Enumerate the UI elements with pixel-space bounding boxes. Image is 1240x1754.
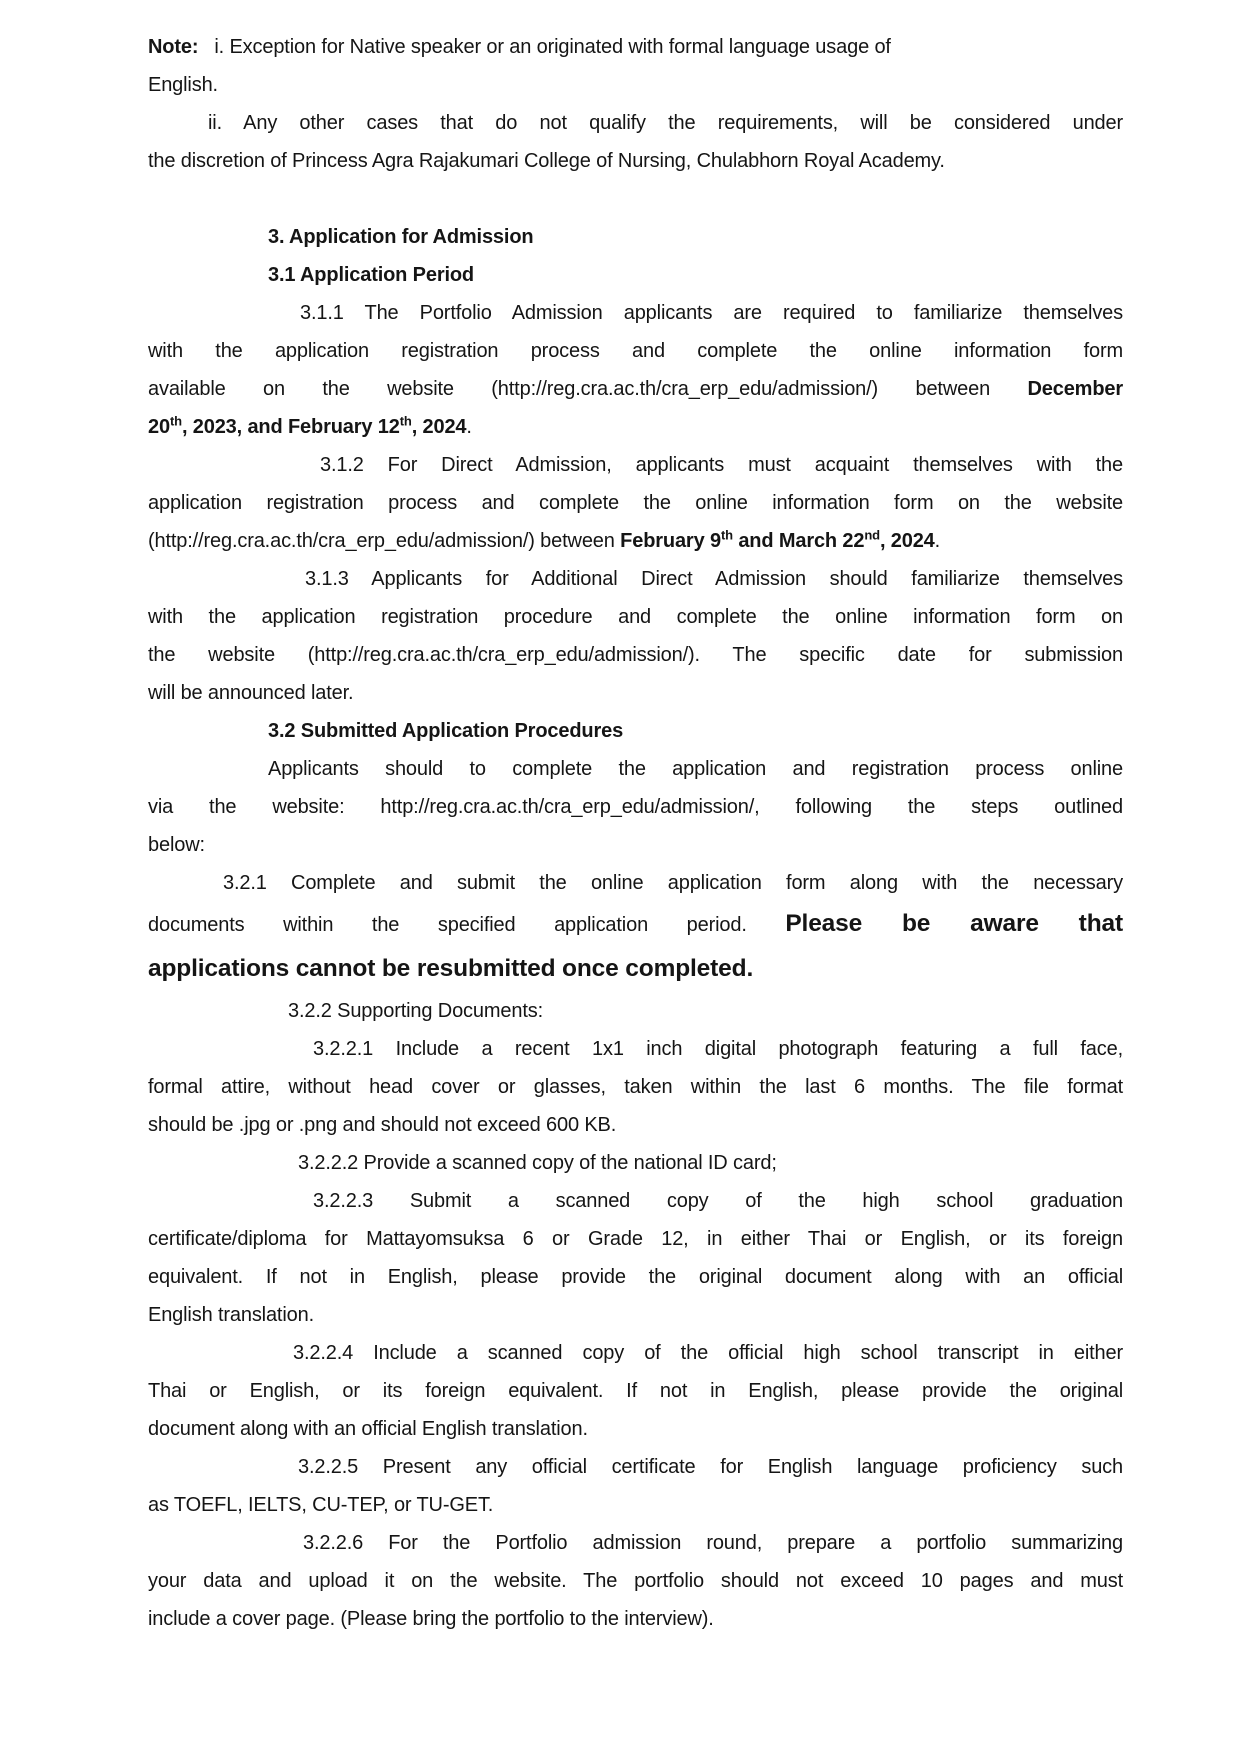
text-line bbox=[148, 218, 1123, 256]
text-line bbox=[148, 1182, 1123, 1220]
text-line bbox=[148, 947, 1123, 992]
paragraph-3-2-2-2 bbox=[148, 1144, 1123, 1182]
text-run: ; bbox=[771, 1152, 777, 1174]
text-run: (http://reg.cra.ac.th/cra_erp_edu/admission/) between bbox=[148, 530, 621, 552]
paragraph-3-2-2-4 bbox=[148, 1334, 1123, 1448]
text-run: via the website: http://reg.cra.ac.th/cra_erp_edu/admission/, following the steps outlined bbox=[148, 796, 1123, 818]
text-run: ii. Any other cases that do not qualify the requirements, will be considered under bbox=[208, 112, 1123, 134]
text-run: Thai or English, or its foreign equivalent. If not in English, please provide the original bbox=[148, 1380, 1123, 1402]
text-line bbox=[148, 1448, 1123, 1486]
paragraph-3-2-2-5 bbox=[148, 1448, 1123, 1524]
text-run: the website (http://reg.cra.ac.th/cra_erp_edu/admission/). The specific date for submission bbox=[148, 644, 1123, 666]
text-run: document along with an official English translation. bbox=[148, 1418, 588, 1440]
text-run: 3.2.2.3 Submit a scanned copy of the high school graduation bbox=[313, 1190, 1123, 1212]
text-line bbox=[148, 256, 1123, 294]
text-run: th bbox=[399, 413, 412, 429]
text-run: 3.2.1 Complete and submit the online application form along with the necessary bbox=[223, 872, 1123, 894]
text-run: as TOEFL, IELTS, CU-TEP, or TU-GET. bbox=[148, 1494, 494, 1516]
text-line bbox=[148, 446, 1123, 484]
text-run: , 2023, and February 12 bbox=[181, 416, 400, 438]
text-run: 3.2.2.2 Provide a scanned copy of the national ID card bbox=[298, 1152, 772, 1174]
heading-3-1-application-period bbox=[148, 256, 1123, 294]
text-line bbox=[148, 1562, 1123, 1600]
text-run: certificate/diploma for Mattayomsuksa 6 or Grade 12, in either Thai or English, or its foreign bbox=[148, 1228, 1123, 1250]
text-line bbox=[148, 1600, 1123, 1638]
text-line bbox=[148, 1372, 1123, 1410]
text-run: 3.1.3 Applicants for Additional Direct Admission should familiarize themselves bbox=[305, 568, 1123, 590]
text-run: available on the website (http://reg.cra.ac.th/cra_erp_edu/admission/) between bbox=[148, 378, 1028, 400]
text-run: 3.2 Submitted Application Procedures bbox=[268, 720, 624, 742]
text-line bbox=[148, 864, 1123, 902]
text-run: your data and upload it on the website. The portfolio should not exceed 10 pages and must bbox=[148, 1570, 1123, 1592]
text-run: nd bbox=[864, 527, 880, 543]
text-run: documents within the specified application period. bbox=[148, 914, 786, 936]
paragraph-3-2-2-3 bbox=[148, 1182, 1123, 1334]
text-run: the discretion of Princess Agra Rajakumari College of Nursing, Chulabhorn Royal Academy. bbox=[148, 150, 945, 172]
text-run: . bbox=[466, 416, 472, 438]
text-run: 3. Application for Admission bbox=[268, 226, 534, 248]
text-line bbox=[148, 902, 1123, 947]
text-run: English translation. bbox=[148, 1304, 314, 1326]
text-run: 3.1.2 For Direct Admission, applicants must acquaint themselves with the bbox=[320, 454, 1123, 476]
text-line bbox=[148, 1144, 1123, 1182]
text-run: application registration process and complete the online information form on the website bbox=[148, 492, 1123, 514]
paragraph-3-1-2 bbox=[148, 446, 1123, 560]
text-run: Note: bbox=[148, 36, 199, 58]
text-run: below: bbox=[148, 834, 205, 856]
text-run: 3.2.2.6 For the Portfolio admission round, prepare a portfolio summarizing bbox=[303, 1532, 1123, 1554]
text-line bbox=[148, 1524, 1123, 1562]
paragraph-3-1-3 bbox=[148, 560, 1123, 712]
text-line bbox=[148, 332, 1123, 370]
text-run: February 9 bbox=[620, 530, 721, 552]
text-line bbox=[148, 712, 1123, 750]
text-line bbox=[148, 408, 1123, 446]
text-run: equivalent. If not in English, please provide the original document along with an official bbox=[148, 1266, 1123, 1288]
heading-3-2-submitted-application-procedures bbox=[148, 712, 1123, 750]
text-run: include a cover page. (Please bring the portfolio to the interview). bbox=[148, 1608, 714, 1630]
text-line bbox=[148, 370, 1123, 408]
text-run: will be announced later. bbox=[148, 682, 354, 704]
text-line bbox=[148, 294, 1123, 332]
note-paragraph-i bbox=[148, 28, 1123, 104]
paragraph-3-2-2 bbox=[148, 992, 1123, 1030]
text-run: 3.1 Application Period bbox=[268, 264, 474, 286]
text-line bbox=[148, 1486, 1123, 1524]
text-line bbox=[148, 1296, 1123, 1334]
paragraph-3-2-2-6 bbox=[148, 1524, 1123, 1638]
text-run: 3.1.1 The Portfolio Admission applicants are required to familiarize themselves bbox=[300, 302, 1123, 324]
text-line bbox=[148, 750, 1123, 788]
text-line bbox=[148, 1334, 1123, 1372]
text-line bbox=[148, 560, 1123, 598]
text-run: 20 bbox=[148, 416, 170, 438]
text-run: with the application registration procedure and complete the online information form on bbox=[148, 606, 1123, 628]
text-line bbox=[148, 992, 1123, 1030]
text-run: i. Exception for Native speaker or an originated with formal language usage of bbox=[214, 36, 891, 58]
text-run: with the application registration process and complete the online information form bbox=[148, 340, 1123, 362]
text-run: English. bbox=[148, 74, 218, 96]
text-run: and March 22 bbox=[732, 530, 865, 552]
text-run: December bbox=[1027, 378, 1123, 400]
text-run: , 2024 bbox=[411, 416, 467, 438]
text-line bbox=[148, 674, 1123, 712]
text-line bbox=[148, 1106, 1123, 1144]
text-run: . bbox=[934, 530, 941, 552]
text-run: 3.2.2.4 Include a scanned copy of the official high school transcript in either bbox=[293, 1342, 1123, 1364]
text-run: 3.2.2 Supporting Documents: bbox=[288, 1000, 543, 1022]
text-line bbox=[148, 28, 1123, 66]
text-line bbox=[148, 142, 1123, 180]
text-line bbox=[148, 788, 1123, 826]
text-line bbox=[148, 1068, 1123, 1106]
text-run: Please be aware that bbox=[785, 910, 1123, 937]
text-line bbox=[148, 636, 1123, 674]
text-run: th bbox=[169, 413, 182, 429]
paragraph-3-2-1 bbox=[148, 864, 1123, 992]
text-line bbox=[148, 1220, 1123, 1258]
text-line bbox=[148, 1258, 1123, 1296]
text-line bbox=[148, 826, 1123, 864]
text-run: 3.2.2.5 Present any official certificate for English language proficiency such bbox=[298, 1456, 1123, 1478]
text-run: should be .jpg or .png and should not exceed 600 KB. bbox=[148, 1114, 617, 1136]
text-line bbox=[148, 598, 1123, 636]
paragraph-3-1-1 bbox=[148, 294, 1123, 446]
text-line bbox=[148, 484, 1123, 522]
text-line bbox=[148, 66, 1123, 104]
text-line bbox=[148, 104, 1123, 142]
text-line bbox=[148, 1030, 1123, 1068]
paragraph-applicants-online bbox=[148, 750, 1123, 864]
text-run: formal attire, without head cover or glasses, taken within the last 6 months. The file format bbox=[148, 1076, 1123, 1098]
text-line bbox=[148, 522, 1123, 560]
note-paragraph-ii bbox=[148, 104, 1123, 180]
text-run: , 2024 bbox=[879, 530, 935, 552]
text-run: th bbox=[720, 527, 733, 543]
heading-3-application-for-admission bbox=[148, 218, 1123, 256]
text-run: applications cannot be resubmitted once completed. bbox=[148, 955, 754, 982]
text-line bbox=[148, 1410, 1123, 1448]
text-run: 3.2.2.1 Include a recent 1x1 inch digital photograph featuring a full face, bbox=[313, 1038, 1123, 1060]
paragraph-3-2-2-1 bbox=[148, 1030, 1123, 1144]
text-run: Applicants should to complete the application and registration process online bbox=[268, 758, 1123, 780]
